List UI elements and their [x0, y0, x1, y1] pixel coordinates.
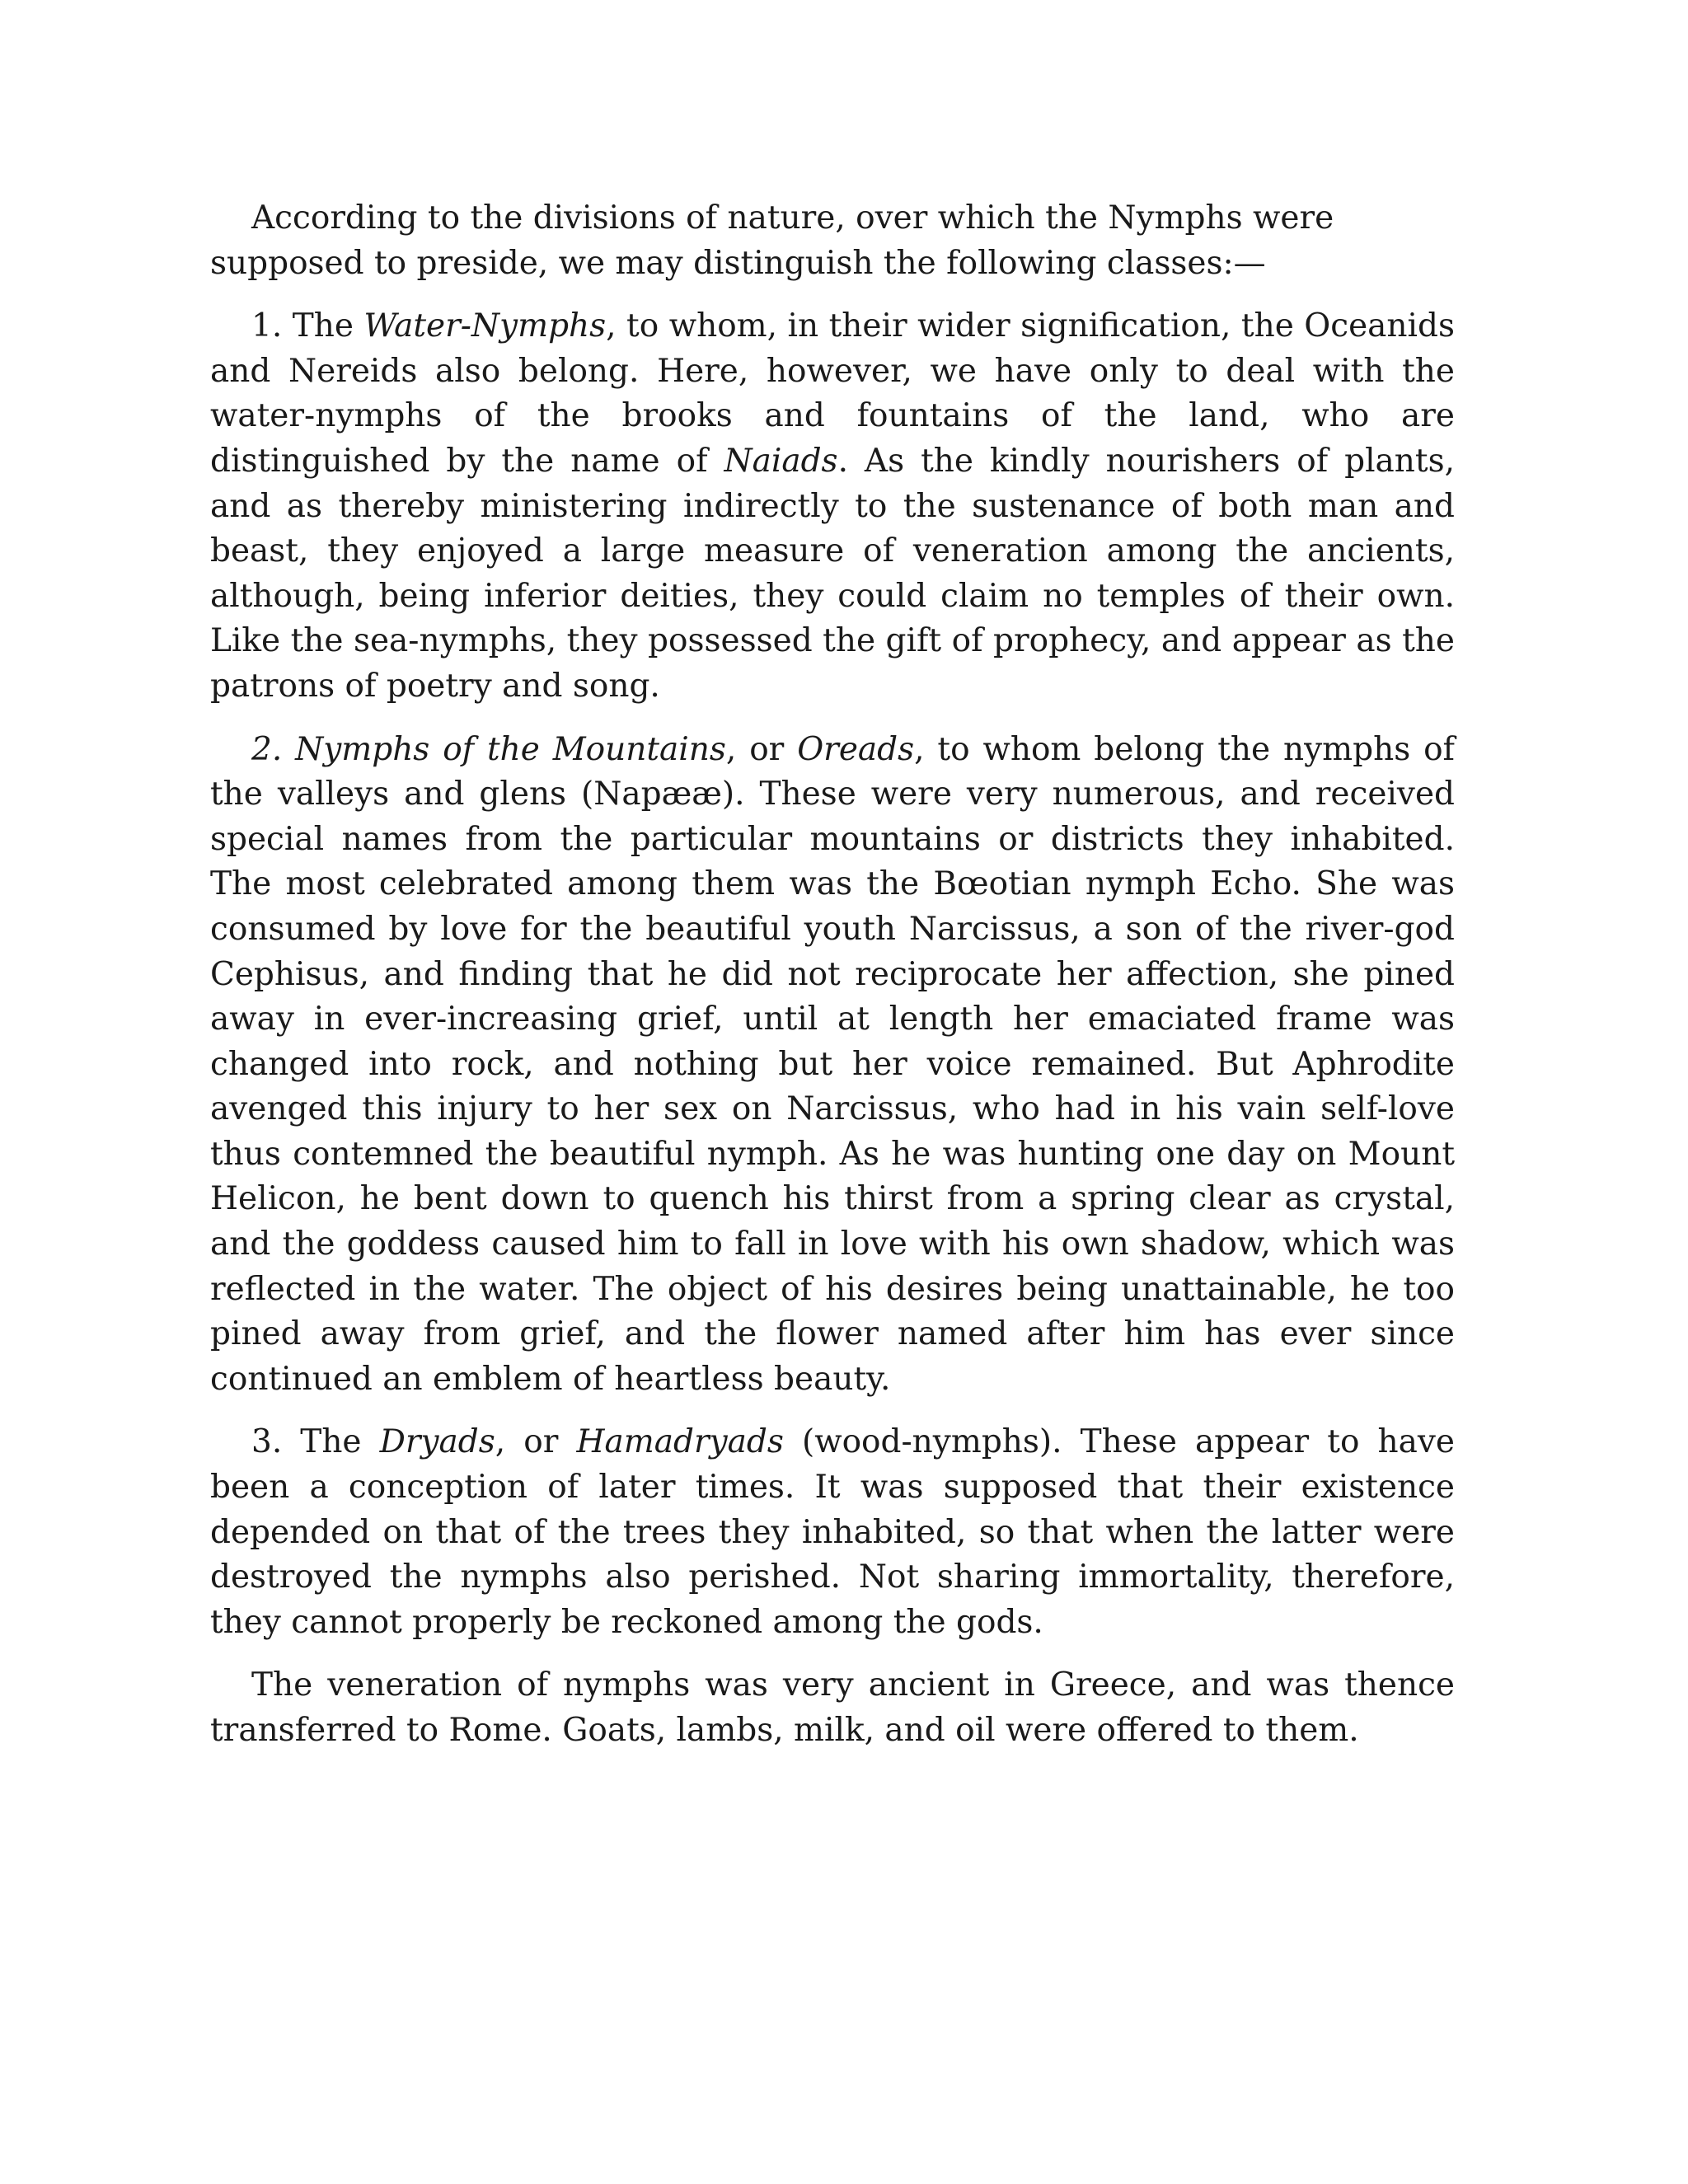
term-naiads: Naiads [724, 442, 838, 480]
paragraph-text: , to whom belong the nymphs of the valleys and glens (Napææ). These were very numerous, and received special names from the particular mountains or districts they inhabited. The most celebrated among them was the Bœotian nymph Echo. She was consumed by love for the beautiful youth Narcissus, a son of the river-god Cephisus, and finding that he did not reciprocate her affection, she pined away in ever-increasing grief, until at length her emaciated frame was changed into rock, and nothing but her voice remained. But Aphrodite avenged this injury to her sex on Narcissus, who had in his vain self-love thus contemned the beautiful nymph. As he was hunting one day on Mount Helicon, he bent down to quench his thirst from a spring clear as crystal, and the goddess caused him to fall in love with his own shadow, which was reflected in the water. The object of his desires being unattainable, he too pined away from grief, and the flower named after him has ever since continued an emblem of heartless beauty. [210, 730, 1455, 1398]
paragraph-text: , to whom, in their wider signification, the Oceanids and Nereids also belong. Here, however, we have only to deal with the water-nymphs of the brooks and fountains of the land, who are distinguished by the name of [210, 307, 1455, 480]
paragraph-text: , or [725, 730, 798, 768]
term-water-nymphs: Water-Nymphs [363, 307, 607, 345]
document-body [210, 196, 1455, 1772]
intro-paragraph: According to the divisions of nature, over which the Nymphs were supposed to preside, we may distinguish the following classes:— [210, 199, 1334, 282]
item-number: 3. The [251, 1423, 380, 1461]
closing-paragraph: The veneration of nymphs was very ancient in Greece, and was thence transferred to Rome. Goats, lambs, milk, and oil were offered to them. [210, 1666, 1455, 1749]
water-nymphs-paragraph [210, 304, 1455, 709]
term-oreads: Oreads [797, 730, 915, 768]
paragraph-text: (wood-nymphs). These appear to have been a conception of later times. It was supposed that their existence depended on that of the trees they inhabited, so that when the latter were destroyed the nymphs also perished. Not sharing immortality, therefore, they cannot properly be reckoned among the gods. [210, 1423, 1455, 1641]
term-dryads: Dryads [379, 1423, 495, 1461]
paragraph-text: . As the kindly nourishers of plants, and as thereby ministering indirectly to the sustenance of both man and beast, they enjoyed a large measure of veneration among the ancients, although, being inferior deities, they could claim no temples of their own. Like the sea-nymphs, they possessed the gift of prophecy, and appear as the patrons of poetry and song. [210, 442, 1455, 705]
dryads-paragraph [210, 1420, 1455, 1645]
term-hamadryads: Hamadryads [576, 1423, 784, 1461]
term-nymphs-of-the-mountains: 2. Nymphs of the Mountains [251, 730, 726, 768]
paragraph-text: , or [495, 1423, 577, 1461]
mountain-nymphs-paragraph [210, 728, 1455, 1403]
item-number: 1. The [251, 307, 364, 345]
